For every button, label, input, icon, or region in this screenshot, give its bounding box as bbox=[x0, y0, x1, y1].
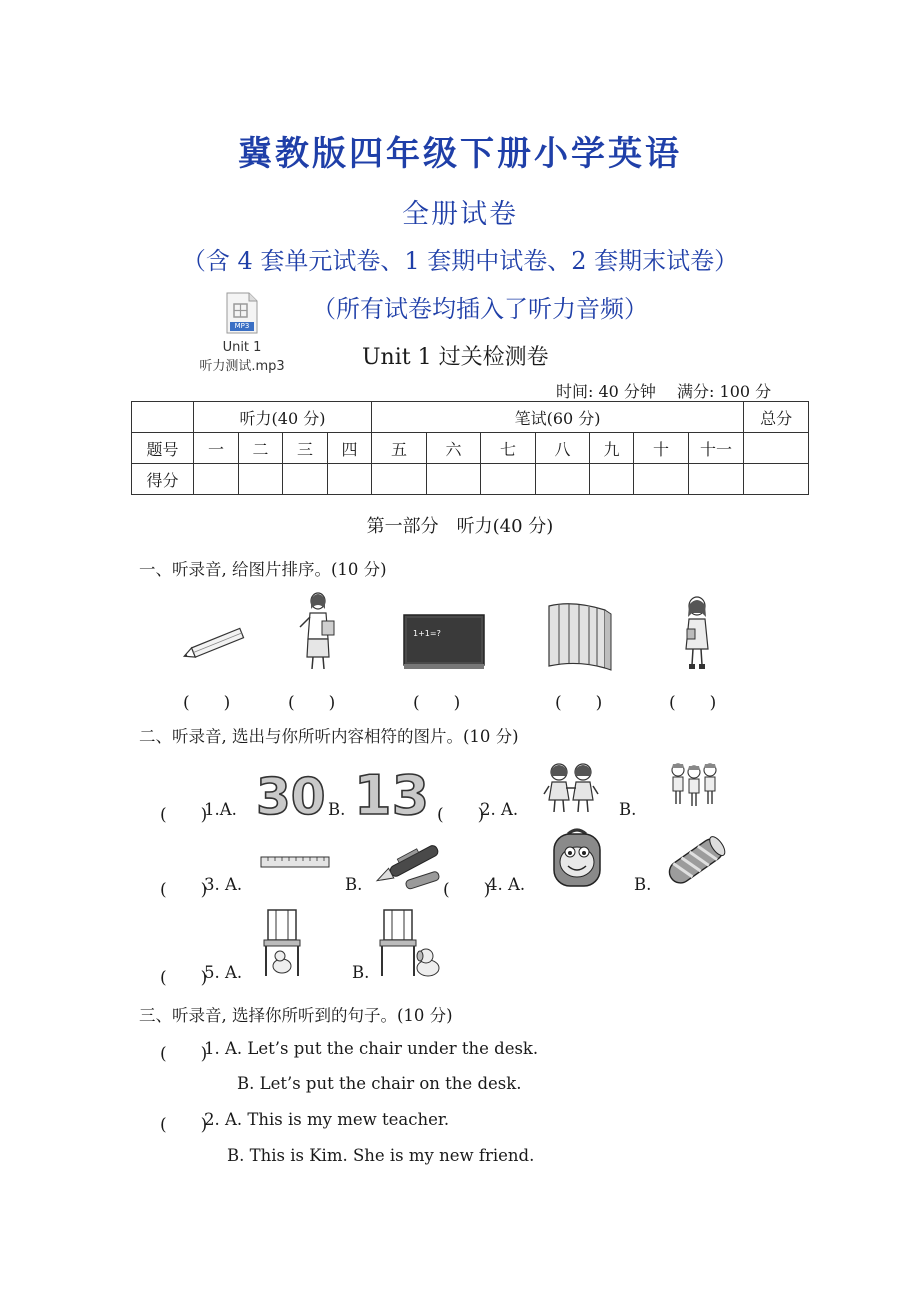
answer-blank-s3-1[interactable]: ( ) bbox=[160, 1044, 208, 1064]
exam-full-score: 满分: 100 分 bbox=[677, 382, 772, 401]
number-30-picture bbox=[254, 764, 326, 826]
mp3-filename-line2: 听力测试.mp3 bbox=[199, 359, 285, 374]
s2-q1-label: 1.A. bbox=[204, 800, 237, 819]
s3-q2-option-a: 2. A. This is my mew teacher. bbox=[204, 1110, 450, 1129]
document-subtitle: 全册试卷 bbox=[402, 199, 518, 230]
mp3-filename-line1: Unit 1 bbox=[222, 340, 262, 355]
pencil-case-picture bbox=[662, 832, 730, 890]
score-cell[interactable] bbox=[283, 464, 328, 495]
number-13-picture bbox=[352, 760, 430, 827]
s2-q2-b-label: B. bbox=[619, 800, 637, 819]
section2-title: 二、听录音, 选出与你所听内容相符的图片。(10 分) bbox=[139, 727, 519, 746]
mp3-badge: MP3 bbox=[234, 322, 250, 330]
score-table bbox=[131, 401, 809, 495]
score-table-number: 一 bbox=[194, 433, 239, 464]
s2-q5-b-label: B. bbox=[352, 963, 370, 982]
score-table-number: 三 bbox=[283, 433, 328, 464]
ruler-picture bbox=[260, 856, 330, 868]
part1-title: 第一部分 听力(40 分) bbox=[366, 516, 554, 537]
number-13-text: 13 bbox=[354, 764, 430, 827]
score-cell[interactable] bbox=[536, 464, 590, 495]
score-cell[interactable] bbox=[689, 464, 744, 495]
document-title: 冀教版四年级下册小学英语 bbox=[238, 134, 682, 174]
blackboard-picture bbox=[403, 614, 485, 670]
pencil-picture bbox=[176, 626, 248, 664]
score-cell[interactable] bbox=[427, 464, 481, 495]
exam-meta bbox=[556, 379, 771, 402]
score-cell[interactable] bbox=[590, 464, 634, 495]
s2-q4-b-label: B. bbox=[634, 875, 652, 894]
answer-blank-s2-3[interactable]: ( ) bbox=[160, 880, 208, 900]
s2-q3-label: 3. A. bbox=[204, 875, 243, 894]
score-cell[interactable] bbox=[481, 464, 536, 495]
exam-time: 时间: 40 分钟 bbox=[556, 382, 656, 401]
answer-blank-s1-5[interactable]: ( ) bbox=[669, 693, 717, 713]
answer-blank-s1-2[interactable]: ( ) bbox=[288, 693, 336, 713]
s2-q3-b-label: B. bbox=[345, 875, 363, 894]
score-table-written-header: 笔试(60 分) bbox=[372, 402, 744, 433]
score-table-total-header: 总分 bbox=[744, 402, 809, 433]
score-table-number: 七 bbox=[481, 433, 536, 464]
score-table-corner bbox=[132, 402, 194, 433]
score-table-number: 二 bbox=[239, 433, 283, 464]
s2-q1-b-label: B. bbox=[328, 800, 346, 819]
dog-under-chair-picture bbox=[258, 906, 306, 980]
section1-title: 一、听录音, 给图片排序。(10 分) bbox=[139, 560, 387, 579]
mp3-attachment[interactable] bbox=[196, 292, 288, 376]
s2-q4-label: 4. A. bbox=[487, 875, 526, 894]
girl-picture bbox=[680, 595, 714, 673]
answer-blank-s1-4[interactable]: ( ) bbox=[555, 693, 603, 713]
score-table-row-label: 题号 bbox=[132, 433, 194, 464]
score-table-listening-header: 听力(40 分) bbox=[194, 402, 372, 433]
score-cell[interactable] bbox=[194, 464, 239, 495]
blackboard-text: 1+1=? bbox=[413, 629, 441, 638]
s2-q2-label: 2. A. bbox=[480, 800, 519, 819]
score-table-score-row bbox=[132, 464, 809, 495]
answer-blank-s2-5[interactable]: ( ) bbox=[160, 968, 208, 988]
score-table-number: 十一 bbox=[689, 433, 744, 464]
score-table-number: 十 bbox=[634, 433, 689, 464]
score-table-number: 四 bbox=[328, 433, 372, 464]
two-girls-picture bbox=[543, 760, 599, 816]
score-cell[interactable] bbox=[239, 464, 283, 495]
unit-title: Unit 1 过关检测卷 bbox=[362, 345, 549, 370]
pen-picture bbox=[372, 842, 448, 890]
s3-q1-option-b: B. Let’s put the chair on the desk. bbox=[237, 1074, 522, 1093]
score-cell[interactable] bbox=[328, 464, 372, 495]
answer-blank-s1-1[interactable]: ( ) bbox=[183, 693, 231, 713]
answer-blank-s2-1[interactable]: ( ) bbox=[160, 805, 208, 825]
number-30-text: 30 bbox=[256, 768, 326, 826]
s3-q1-option-a: 1. A. Let’s put the chair under the desk. bbox=[204, 1039, 539, 1058]
answer-blank-s1-3[interactable]: ( ) bbox=[413, 693, 461, 713]
audio-note: （所有试卷均插入了听力音频） bbox=[312, 295, 648, 323]
teacher-picture bbox=[296, 591, 340, 673]
schoolbag-picture bbox=[548, 826, 606, 890]
answer-blank-s2-4[interactable]: ( ) bbox=[443, 880, 491, 900]
score-table-number: 五 bbox=[372, 433, 427, 464]
score-table-number-row bbox=[132, 433, 809, 464]
score-table-total-cell bbox=[744, 433, 809, 464]
score-cell[interactable] bbox=[634, 464, 689, 495]
score-table-number: 八 bbox=[536, 433, 590, 464]
three-boys-picture bbox=[668, 760, 720, 810]
answer-blank-s2-2[interactable]: ( ) bbox=[437, 805, 485, 825]
document-contents-note: （含 4 套单元试卷、1 套期中试卷、2 套期末试卷） bbox=[181, 247, 739, 275]
score-table-number: 六 bbox=[427, 433, 481, 464]
score-table-row-label: 得分 bbox=[132, 464, 194, 495]
s2-q5-label: 5. A. bbox=[204, 963, 243, 982]
books-picture bbox=[543, 598, 615, 672]
s3-q2-option-b: B. This is Kim. She is my new friend. bbox=[227, 1146, 535, 1165]
section3-title: 三、听录音, 选择你所听到的句子。(10 分) bbox=[139, 1006, 453, 1025]
mp3-file-icon bbox=[225, 292, 259, 334]
score-cell[interactable] bbox=[744, 464, 809, 495]
score-table-number: 九 bbox=[590, 433, 634, 464]
score-cell[interactable] bbox=[372, 464, 427, 495]
dog-beside-chair-picture bbox=[378, 906, 444, 980]
answer-blank-s3-2[interactable]: ( ) bbox=[160, 1115, 208, 1135]
